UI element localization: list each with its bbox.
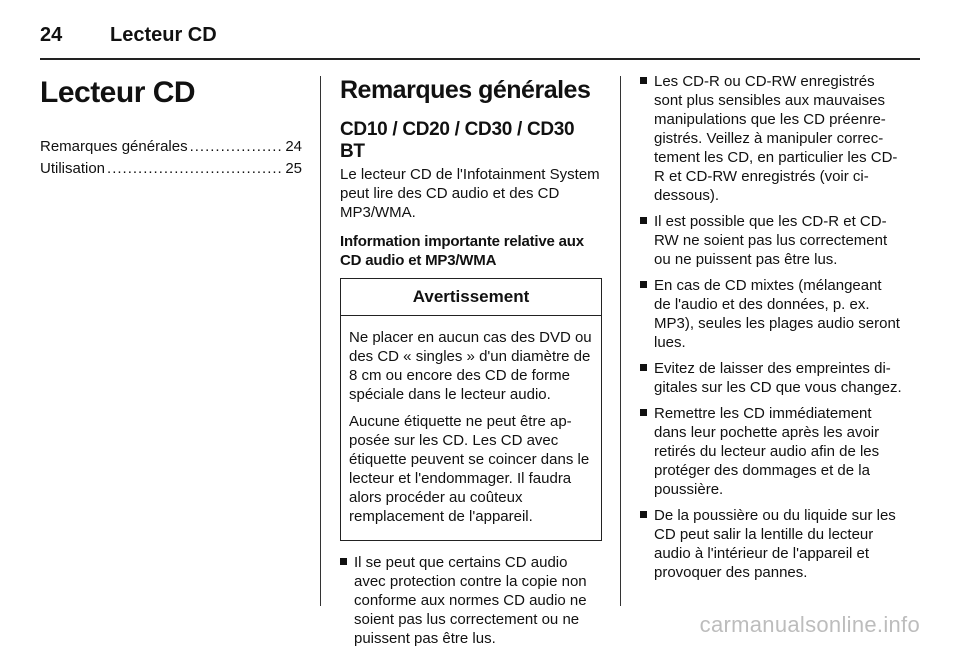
info-heading: Information importante relative aux CD audio et MP3/WMA — [340, 233, 584, 269]
list-item-text: Remettre les CD immédiatement dans leur pochette après les avoir retirés du lecteur audio afin de les protéger des dommages et de la poussière. — [654, 405, 880, 498]
square-bullet-icon — [640, 217, 647, 224]
list-item-text: Les CD-R ou CD-RW enregistrés sont plus sensibles aux mauvaises manipulations que les CD préenregistrés. Veillez à manipuler correctement les CD, en particulier les CD-R et CD-RW enregistrés (voir ci-dessous). — [654, 73, 898, 204]
toc-entry-remarques[interactable] — [40, 136, 302, 158]
warning-paragraph: Ne placer en aucun cas des DVD ou des CD « singles » d'un diamètre de 8 cm ou encore des CD de forme spéciale dans le lecteur audio. — [349, 329, 592, 403]
list-item-text: Il se peut que certains CD audio avec protection contre la copie non conforme aux normes CD audio ne soient pas lus correctement ou ne puissent pas être lus. — [354, 554, 587, 647]
bullet-list — [340, 553, 602, 648]
toc-leader-dots — [107, 158, 283, 180]
toc-entry-page: 25 — [285, 160, 302, 177]
list-item-text: En cas de CD mixtes (mélangeant de l'audio et des données, p. ex. MP3), seules les plages audio seront lues. — [654, 277, 900, 351]
list-item-text: Evitez de laisser des empreintes digitales sur les CD que vous changez. — [654, 360, 902, 396]
list-item — [640, 212, 902, 269]
list-item — [640, 276, 902, 352]
intro-paragraph: Le lecteur CD de l'Infotainment System peut lire des CD audio et des CD MP3/WMA. — [340, 166, 600, 221]
list-item — [640, 72, 902, 205]
subsection-title: CD10 / CD20 / CD30 / CD30 BT — [340, 119, 575, 162]
list-item — [640, 359, 902, 397]
column-divider — [620, 76, 621, 606]
toc-entry-label: Remarques générales — [40, 138, 188, 155]
warning-paragraph: Aucune étiquette ne peut être apposée sur les CD. Les CD avec étiquette peuvent se coincer dans le lecteur et l'endommager. Il faudra alors procéder au coûteux remplacement de l'appareil. — [349, 413, 590, 525]
list-item-text: Il est possible que les CD-R et CD-RW ne soient pas lus correctement ou ne puissent pas être lus. — [654, 213, 888, 268]
bullet-list — [640, 72, 902, 582]
square-bullet-icon — [640, 77, 647, 84]
section-title: Remarques générales — [340, 76, 591, 104]
toc-column — [40, 72, 302, 180]
square-bullet-icon — [640, 364, 647, 371]
running-title: Lecteur CD — [110, 23, 217, 46]
content-column-middle — [340, 72, 602, 655]
toc-entry-page: 24 — [285, 138, 302, 155]
watermark: carmanualsonline.info — [699, 612, 920, 637]
list-item — [340, 553, 602, 648]
warning-box — [340, 278, 602, 541]
square-bullet-icon — [340, 558, 347, 565]
page-number: 24 — [40, 23, 63, 46]
list-item-text: De la poussière ou du liquide sur les CD peut salir la lentille du lecteur audio à l'intérieur de l'appareil et provoquer des pannes. — [654, 507, 896, 581]
content-column-right — [640, 72, 902, 589]
toc-entry-label: Utilisation — [40, 160, 106, 177]
toc-leader-dots — [190, 136, 284, 158]
warning-body — [341, 316, 601, 540]
square-bullet-icon — [640, 409, 647, 416]
square-bullet-icon — [640, 281, 647, 288]
list-item — [640, 506, 902, 582]
header-rule — [40, 58, 920, 60]
page-header — [40, 20, 217, 50]
toc-entry-utilisation[interactable] — [40, 158, 302, 180]
chapter-title: Lecteur CD — [40, 76, 196, 109]
column-divider — [320, 76, 321, 606]
warning-title: Avertissement — [341, 279, 601, 316]
square-bullet-icon — [640, 511, 647, 518]
list-item — [640, 404, 902, 499]
